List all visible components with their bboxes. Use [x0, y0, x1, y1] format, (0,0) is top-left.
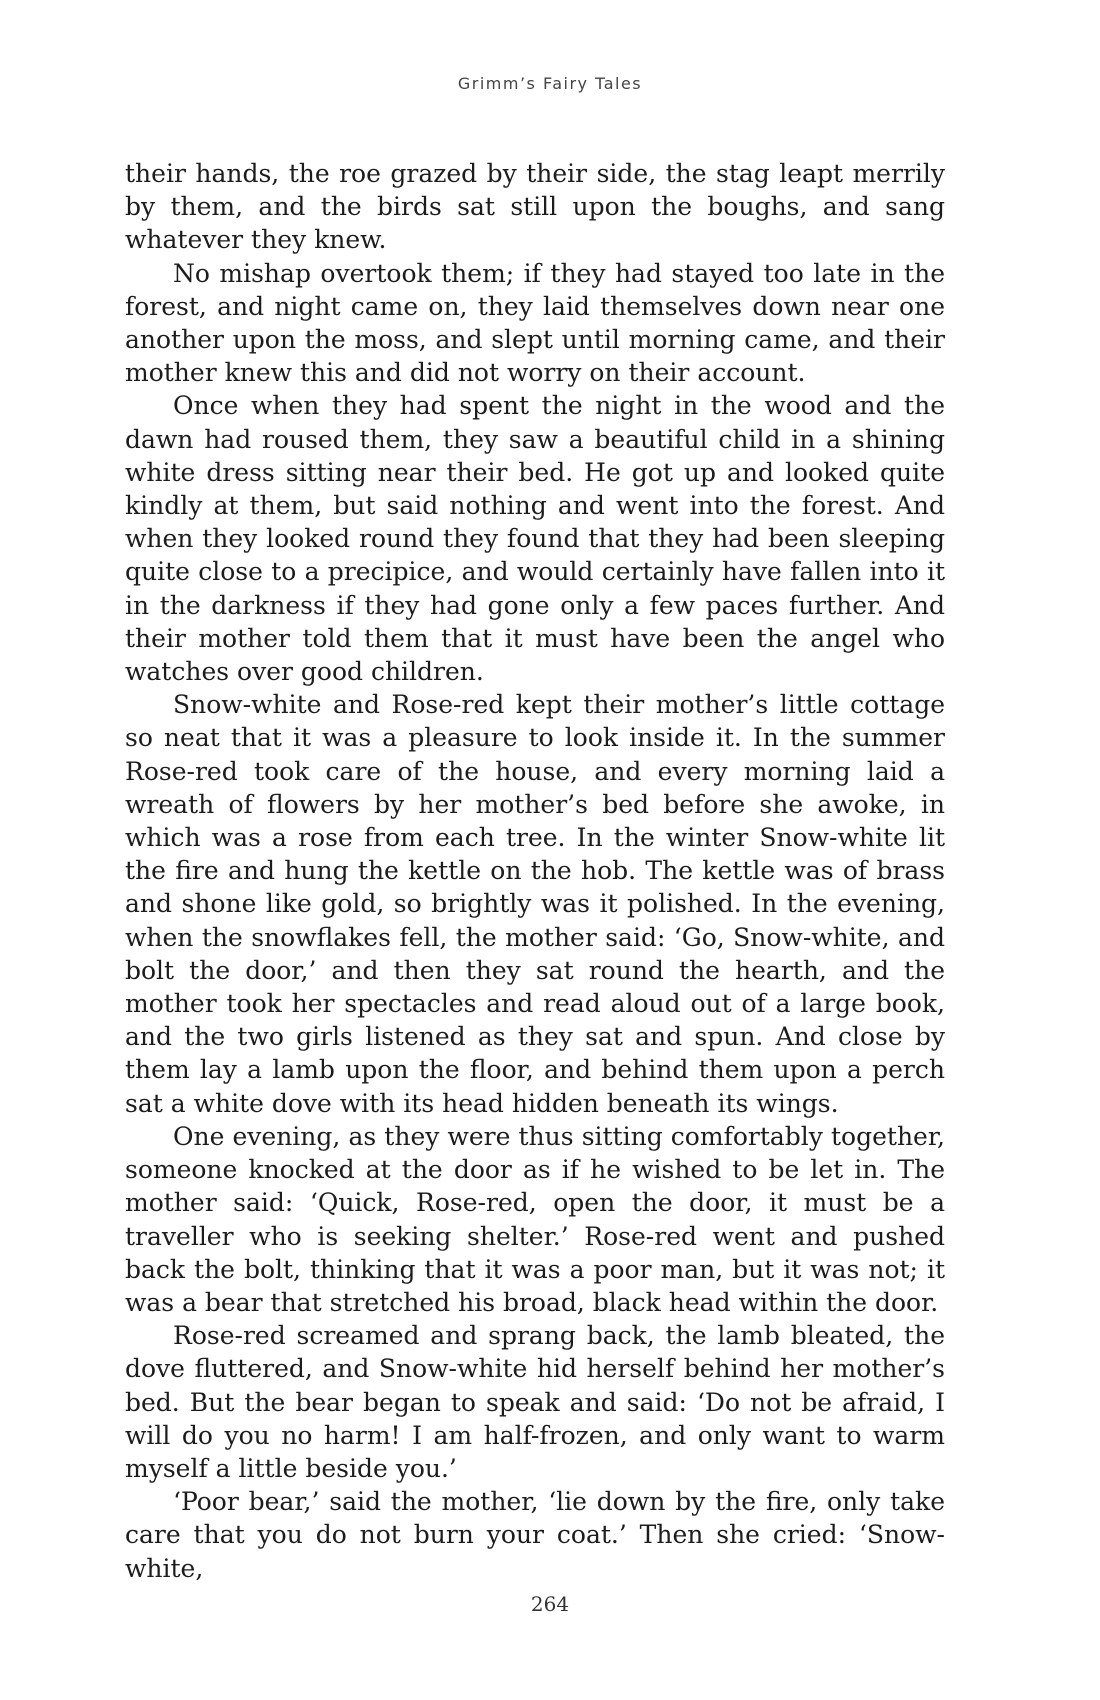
paragraph: Rose-red screamed and sprang back, the lamb bleated, the dove fluttered, and Snow-white hid herself behind her mother’s bed. But the bear began to speak and said: ‘Do not be afraid, I will do you no harm! I am half-frozen, and only want to warm myself a little beside you.’	[125, 1321, 945, 1483]
paragraph: Once when they had spent the night in the wood and the dawn had roused them, they saw a beautiful child in a shining white dress sitting near their bed. He got up and looked quite kindly at them, but said nothing and went into the forest. And when they looked round they found that they had been sleeping quite close to a precipice, and would certainly have fallen into it in the darkness if they had gone only a few paces further. And their mother told them that it must have been the angel who watches over good children.	[125, 391, 945, 687]
paragraph: ‘Poor bear,’ said the mother, ‘lie down by the fire, only take care that you do not burn your coat.’ Then she cried: ‘Snow-white,	[125, 1487, 945, 1583]
paragraph: Snow-white and Rose-red kept their mother’s little cottage so neat that it was a pleasure to look inside it. In the summer Rose-red took care of the house, and every morning laid a wreath of flowers by her mother’s bed before she awoke, in which was a rose from each tree. In the winter Snow-white lit the fire and hung the kettle on the hob. The kettle was of brass and shone like gold, so brightly was it polished. In the evening, when the snowflakes fell, the mother said: ‘Go, Snow-white, and bolt the door,’ and then they sat round the hearth, and the mother took her spectacles and read aloud out of a large book, and the two girls listened as they sat and spun. And close by them lay a lamb upon the floor, and behind them upon a perch sat a white dove with its head hidden beneath its wings.	[125, 690, 945, 1118]
paragraph: One evening, as they were thus sitting comfortably together, someone knocked at the door as if he wished to be let in. The mother said: ‘Quick, Rose-red, open the door, it must be a traveller who is seeking shelter.’ Rose-red went and pushed back the bolt, thinking that it was a poor man, but it was not; it was a bear that stretched his broad, black head within the door.	[125, 1121, 945, 1317]
paragraph: No mishap overtook them; if they had stayed too late in the forest, and night came on, they laid themselves down near one another upon the moss, and slept until morning came, and their mother knew this and did not worry on their account.	[125, 258, 945, 388]
running-head-title: Grimm’s Fairy Tales	[457, 74, 643, 93]
paragraph-continuation: their hands, the roe grazed by their side, the stag leapt merrily by them, and the birds sat still upon the boughs, and sang whatever they knew.	[125, 159, 945, 255]
body-text	[125, 157, 945, 1585]
page-number: 264	[530, 1592, 570, 1616]
